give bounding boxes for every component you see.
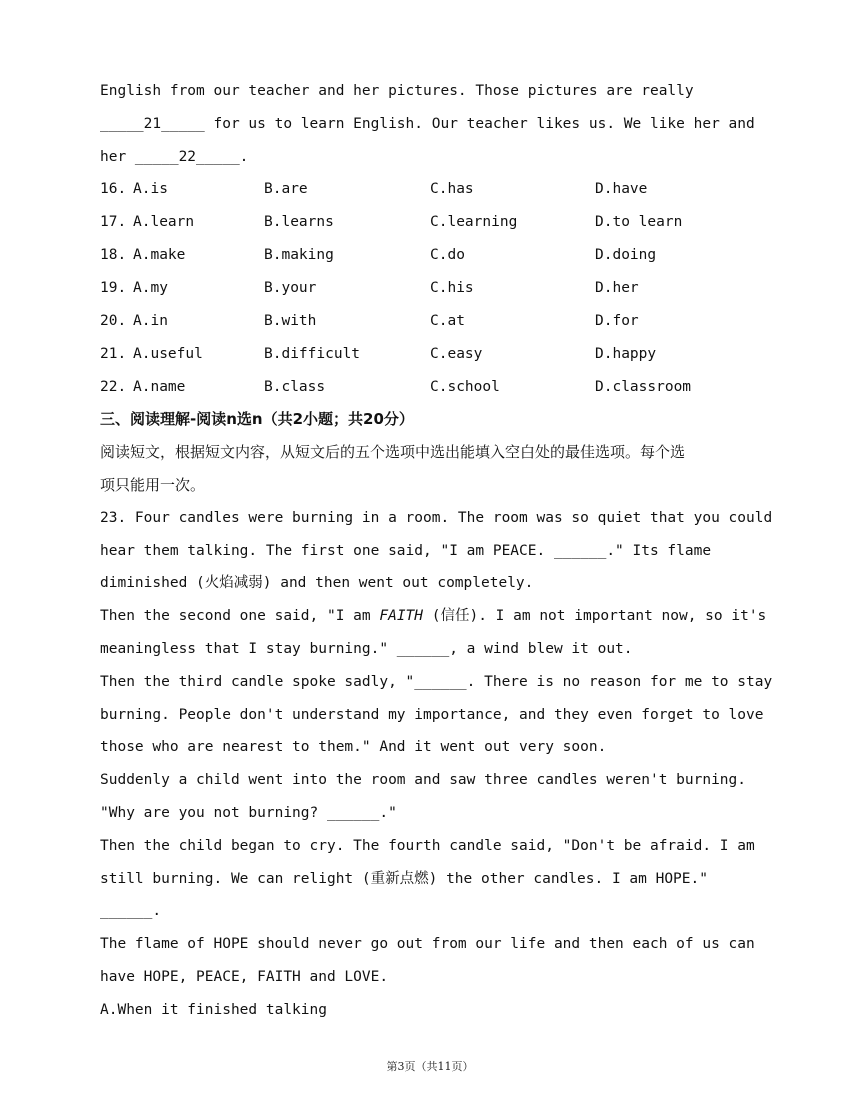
option-d: D.for bbox=[595, 313, 639, 329]
section-heading: 三、阅读理解-阅读n选n（共2小题；共20分） bbox=[100, 410, 414, 428]
reading-line: Suddenly a child went into the room and saw three candles weren't burning. bbox=[100, 772, 747, 788]
answer-option-a: A.When it finished talking bbox=[100, 1002, 327, 1018]
instruction-line: 阅读短文，根据短文内容，从短文后的五个选项中选出能填入空白处的最佳选项。每个选 bbox=[100, 443, 686, 461]
reading-line: diminished (火焰减弱) and then went out completely. bbox=[100, 575, 534, 591]
question-number: 20. bbox=[100, 313, 127, 329]
option-d: D.happy bbox=[595, 346, 657, 362]
option-c: C.learning bbox=[430, 214, 518, 230]
option-c: C.do bbox=[430, 247, 465, 263]
question-number: 19. bbox=[100, 280, 127, 296]
faith-word: FAITH bbox=[379, 608, 424, 624]
option-row-18 bbox=[100, 245, 780, 265]
reading-line: burning. People don't understand my importance, and they even forget to love bbox=[100, 707, 764, 723]
option-b: B.difficult bbox=[264, 346, 361, 362]
option-row-19 bbox=[100, 278, 780, 298]
option-a: A.my bbox=[133, 280, 168, 296]
question-number: 21. bbox=[100, 346, 127, 362]
reading-line-faith bbox=[100, 606, 766, 626]
reading-line: Then the third candle spoke sadly, "______. There is no reason for me to stay bbox=[100, 674, 773, 690]
option-c: C.at bbox=[430, 313, 465, 329]
option-row-22 bbox=[100, 377, 780, 397]
option-b: B.with bbox=[264, 313, 317, 329]
option-a: A.in bbox=[133, 313, 168, 329]
option-b: B.your bbox=[264, 280, 317, 296]
passage-line: _____21_____ for us to learn English. Our teacher likes us. We like her and bbox=[100, 116, 755, 132]
passage-line: her _____22_____. bbox=[100, 149, 249, 165]
option-d: D.doing bbox=[595, 247, 657, 263]
question-number: 16. bbox=[100, 181, 127, 197]
reading-line: "Why are you not burning? ______." bbox=[100, 805, 397, 821]
option-a: A.learn bbox=[133, 214, 195, 230]
instruction-line: 项只能用一次。 bbox=[100, 476, 206, 494]
option-c: C.has bbox=[430, 181, 474, 197]
option-c: C.his bbox=[430, 280, 474, 296]
option-row-17 bbox=[100, 212, 780, 232]
option-a: A.useful bbox=[133, 346, 203, 362]
option-b: B.are bbox=[264, 181, 308, 197]
option-a: A.name bbox=[133, 379, 186, 395]
option-d: D.classroom bbox=[595, 379, 692, 395]
option-d: D.have bbox=[595, 181, 648, 197]
option-c: C.easy bbox=[430, 346, 483, 362]
option-row-16 bbox=[100, 179, 780, 199]
reading-line: have HOPE, PEACE, FAITH and LOVE. bbox=[100, 969, 389, 985]
option-b: B.learns bbox=[264, 214, 334, 230]
question-number: 18. bbox=[100, 247, 127, 263]
option-row-21 bbox=[100, 344, 780, 364]
question-number: 17. bbox=[100, 214, 127, 230]
reading-line-start: Then the second one said, "I am bbox=[100, 608, 380, 624]
reading-line: meaningless that I stay burning." ______, a wind blew it out. bbox=[100, 641, 633, 657]
reading-line: ______. bbox=[100, 903, 162, 919]
passage-line: English from our teacher and her pictures. Those pictures are really bbox=[100, 83, 694, 99]
option-d: D.to learn bbox=[595, 214, 683, 230]
reading-line: hear them talking. The first one said, "I am PEACE. ______." Its flame bbox=[100, 543, 712, 559]
reading-line: The flame of HOPE should never go out from our life and then each of us can bbox=[100, 936, 755, 952]
reading-line: those who are nearest to them." And it went out very soon. bbox=[100, 739, 607, 755]
option-d: D.her bbox=[595, 280, 639, 296]
question-number: 22. bbox=[100, 379, 127, 395]
reading-line: Then the child began to cry. The fourth candle said, "Don't be afraid. I am bbox=[100, 838, 755, 854]
option-a: A.is bbox=[133, 181, 168, 197]
reading-line-end: (信任). I am not important now, so it's bbox=[423, 608, 767, 624]
option-c: C.school bbox=[430, 379, 500, 395]
option-row-20 bbox=[100, 311, 780, 331]
reading-line: still burning. We can relight (重新点燃) the other candles. I am HOPE." bbox=[100, 871, 708, 887]
page-footer: 第3页（共11页） bbox=[386, 1060, 474, 1073]
reading-line: 23. Four candles were burning in a room. The room was so quiet that you could bbox=[100, 510, 773, 526]
option-b: B.class bbox=[264, 379, 326, 395]
option-a: A.make bbox=[133, 247, 186, 263]
option-b: B.making bbox=[264, 247, 334, 263]
